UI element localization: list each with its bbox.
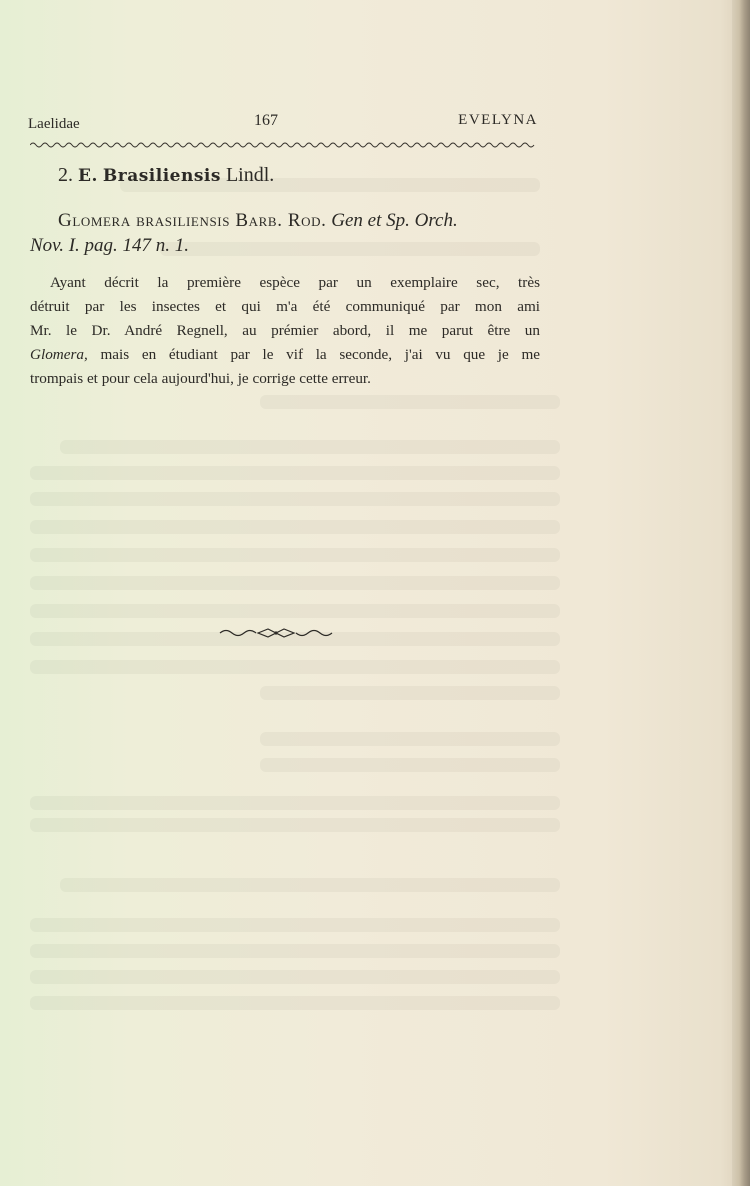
paragraph-line: Ayant décrit la première espèce par un exemplaire sec, très bbox=[50, 274, 540, 291]
species-author: Lindl. bbox=[225, 164, 275, 186]
species-name: Brasiliensis bbox=[102, 166, 221, 186]
header-family: Laelidae bbox=[28, 116, 80, 132]
synonym-line-2: Nov. I. pag. 147 n. 1. bbox=[30, 235, 190, 256]
header-genus: EVELYNA bbox=[458, 112, 538, 128]
synonym-line-1 bbox=[58, 210, 570, 232]
paragraph-line: trompais et pour cela aujourd'hui, je corrige cette erreur. bbox=[30, 370, 371, 387]
paragraph-line: Mr. le Dr. André Regnell, au prémier abord, il me parut être un bbox=[30, 322, 540, 339]
wavy-rule bbox=[30, 140, 538, 148]
species-heading bbox=[58, 164, 274, 187]
paragraph-line-text: mais en étudiant par le vif la seconde, j'ai vu que je me bbox=[100, 346, 541, 363]
italic-genus: Glomera, bbox=[30, 346, 88, 363]
paragraph-line: détruit par les insectes et qui m'a été communiqué par mon ami bbox=[30, 298, 540, 315]
page-edge bbox=[732, 0, 750, 1186]
entry-number: 2. bbox=[58, 164, 73, 186]
page-number: 167 bbox=[254, 112, 278, 129]
synonym-reference: Gen et Sp. Orch. bbox=[331, 210, 458, 231]
genus-abbreviation: E. bbox=[78, 166, 98, 186]
synonym-name: Glomera brasiliensis Barb. Rod. bbox=[58, 210, 327, 231]
running-header bbox=[28, 110, 538, 134]
ornament-divider bbox=[218, 626, 334, 640]
paragraph-line-with-italic bbox=[30, 346, 540, 364]
